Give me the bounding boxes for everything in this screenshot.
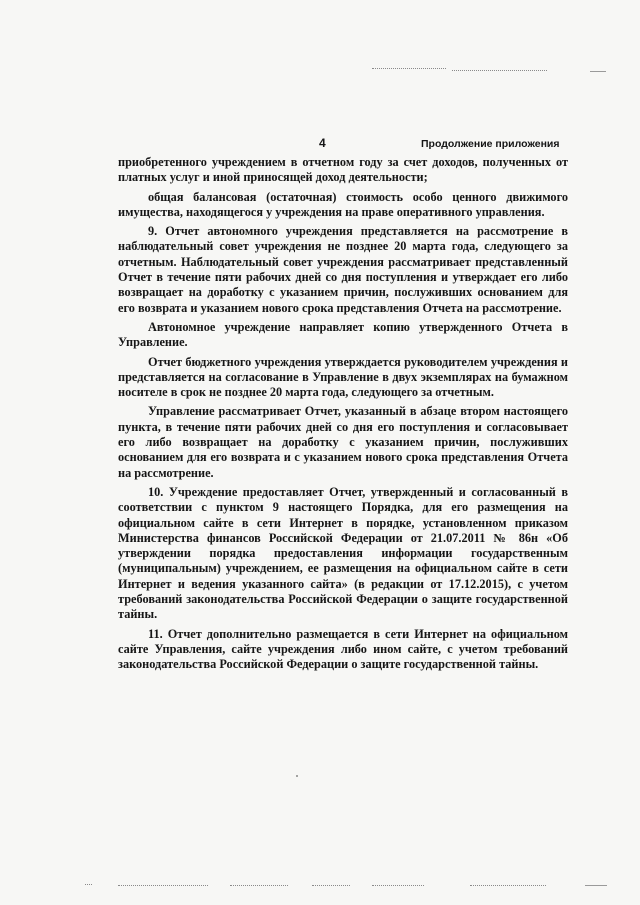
scan-artifact-top-line [590,71,606,72]
scan-artifact-bottom-line [85,884,92,885]
appendix-continuation-label: Продолжение приложения [421,138,560,150]
body-paragraph: Отчет бюджетного учреждения утверждается руководителем учреждения и представляется на согласование в Управление в двух экземплярах на бумажном носителе в срок не позднее 20 марта года, следующего за отчетным. [118,354,568,400]
body-paragraph: Автономное учреждение направляет копию утвержденного Отчета в Управление. [118,319,568,350]
clause-11-paragraph: 11. Отчет дополнительно размещается в сети Интернет на официальном сайте Управления, сайте учреждения либо ином сайте, с учетом требований законодательства Российской Федерации о защите государственной тайны. [118,626,568,672]
scan-artifact-bottom-line [470,885,546,886]
body-paragraph: общая балансовая (остаточная) стоимость особо ценного движимого имущества, находящегося у учреждения на праве оперативного управления. [118,189,568,219]
scan-artifact-bottom-line [312,885,350,886]
body-paragraph: Управление рассматривает Отчет, указанный в абзаце втором настоящего пункта, в течение пяти рабочих дней со дня его поступления и согласовывает его либо возвращает на доработку с указанием причин, послуживших основанием для его возврата и с указанием нового срока представления Отчета на рассмотрение. [118,404,568,480]
scan-artifact-bottom-line [230,885,288,886]
scan-artifact-bottom-line [372,885,424,886]
scan-artifact-bottom-line [585,885,607,886]
clause-10-paragraph: 10. Учреждение предоставляет Отчет, утвержденный и согласованный в соответствии с пунктом 9 настоящего Порядка, для его размещения на официальном сайте в сети Интернет в порядке, установленном приказом Министерства финансов Российской Федерации от 21.07.2011 № 86н «Об утверждении порядка предоставления информации государственным (муниципальным) учреждением, ее размещения на официальном сайте в сети Интернет и ведения указанного сайта» (в редакции от 17.12.2015), с учетом требований законодательства Российской Федерации о защите государственной тайны. [118,484,568,622]
scan-artifact-bottom-line [118,885,208,886]
scan-artifact-top-line [372,68,446,69]
scan-artifact-dot [296,775,298,777]
page-number: 4 [319,136,326,150]
clause-9-paragraph: 9. Отчет автономного учреждения представляется на рассмотрение в наблюдательный совет учреждения не позднее 20 марта года, следующего за отчетным. Наблюдательный совет учреждения рассматривает представленный Отчет в течение пяти рабочих дней со дня поступления и утверждает его либо возвращает на доработку с указанием причин, послуживших основанием для его возврата и указанием нового срока представления Отчета на рассмотрение. [118,224,568,315]
scan-artifact-top-line [452,70,547,71]
body-paragraph: приобретенного учреждением в отчетном году за счет доходов, полученных от платных услуг и иной приносящей доход деятельности; [118,155,568,185]
document-body [118,155,568,677]
